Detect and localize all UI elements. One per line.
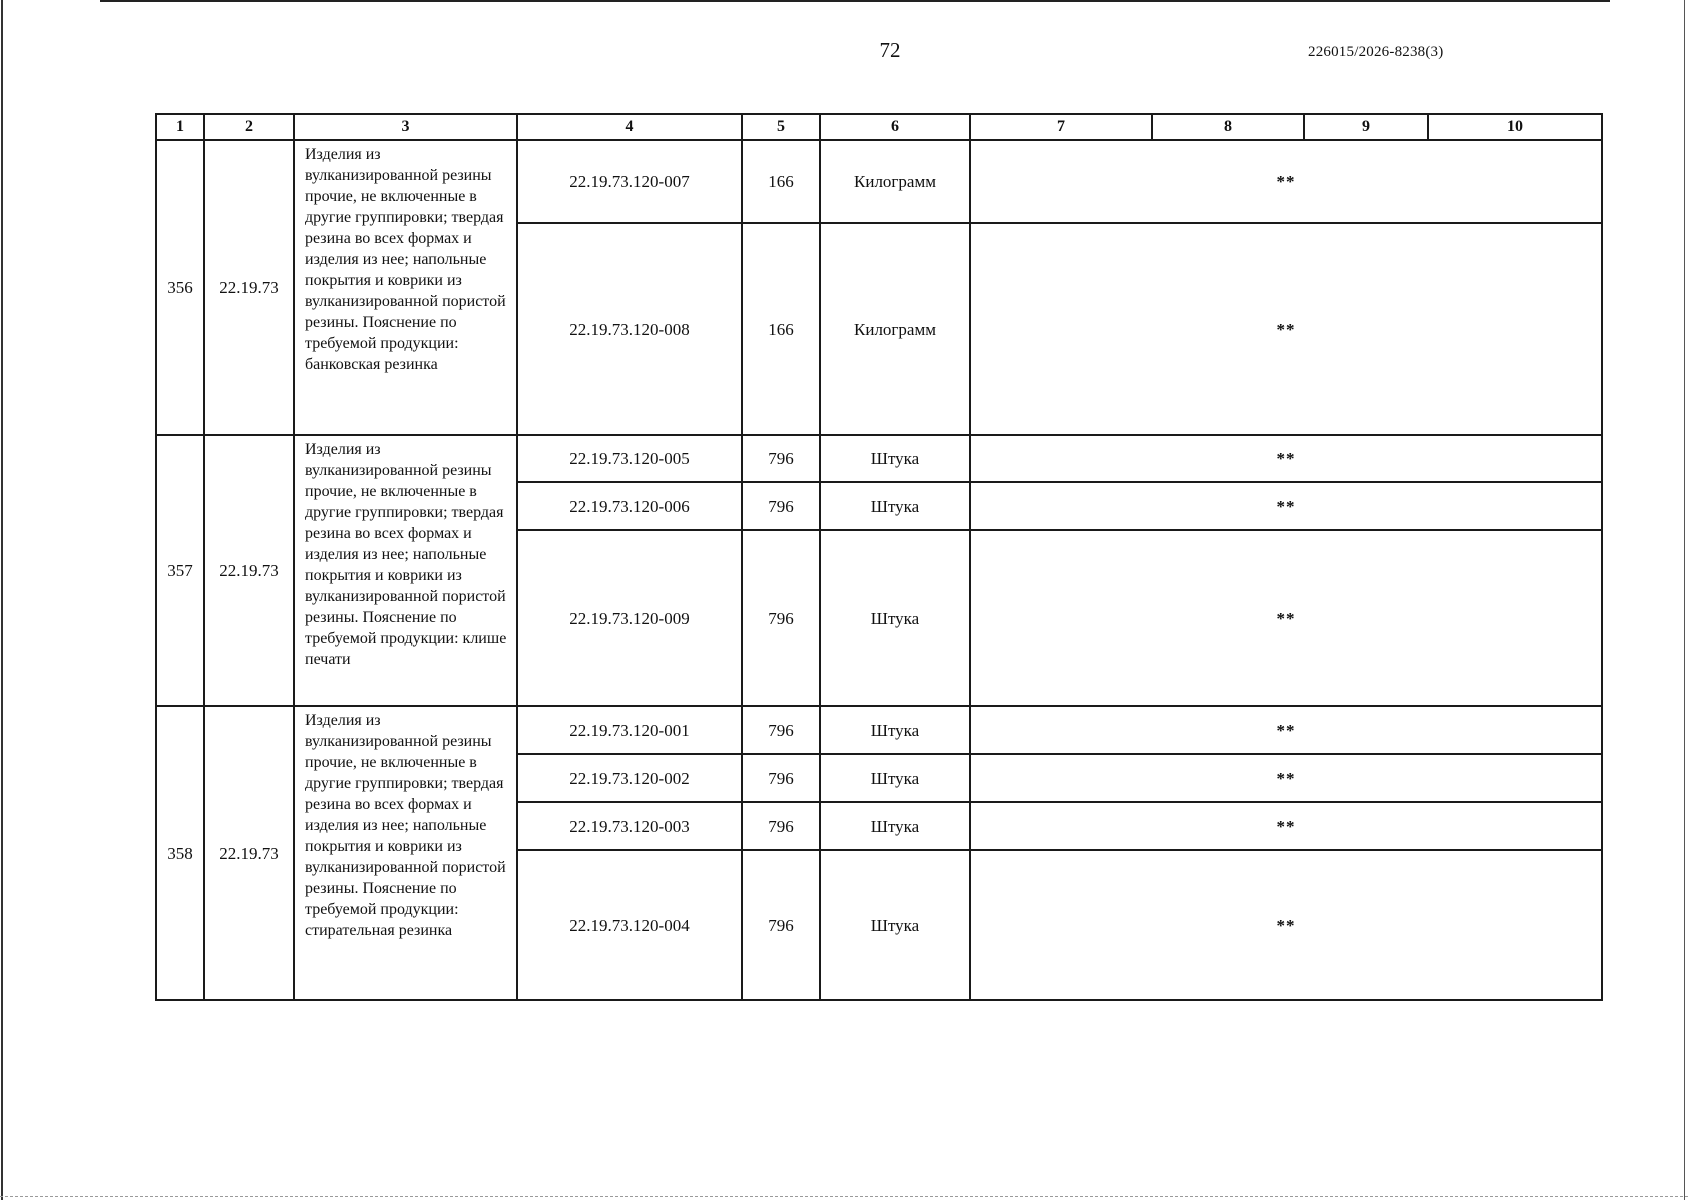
unit-code: 796	[742, 530, 820, 706]
ktru-code: 22.19.73.120-003	[517, 802, 742, 850]
requirements-mark: **	[970, 140, 1602, 223]
okpd-class: 22.19.73	[204, 140, 294, 435]
unit-code: 796	[742, 850, 820, 1000]
column-header: 4	[517, 114, 742, 140]
ktru-code: 22.19.73.120-006	[517, 482, 742, 530]
product-description: Изделия из вулканизированной резины прочие, не включенные в другие группировки; твердая резина во всех формах и изделия из нее; напольные покрытия и коврики из вулканизированной пористой резины. Пояснение по требуемой продукции: клише печати	[294, 435, 517, 706]
unit-name: Килограмм	[820, 140, 970, 223]
unit-name: Штука	[820, 435, 970, 482]
unit-name: Штука	[820, 850, 970, 1000]
column-header: 2	[204, 114, 294, 140]
column-header: 1	[156, 114, 204, 140]
ktru-code: 22.19.73.120-001	[517, 706, 742, 754]
unit-code: 796	[742, 754, 820, 802]
table-row	[156, 140, 1602, 223]
scan-bottom-edge	[0, 1196, 1688, 1197]
requirements-mark: **	[970, 435, 1602, 482]
requirements-mark: **	[970, 530, 1602, 706]
ktru-code: 22.19.73.120-009	[517, 530, 742, 706]
requirements-mark: **	[970, 850, 1602, 1000]
table-row	[156, 435, 1602, 482]
unit-name: Штука	[820, 530, 970, 706]
products-table	[155, 113, 1603, 1001]
requirements-mark: **	[970, 802, 1602, 850]
okpd-class: 22.19.73	[204, 435, 294, 706]
requirements-mark: **	[970, 223, 1602, 435]
unit-code: 166	[742, 223, 820, 435]
ktru-code: 22.19.73.120-008	[517, 223, 742, 435]
ktru-code: 22.19.73.120-007	[517, 140, 742, 223]
unit-name: Штука	[820, 802, 970, 850]
unit-name: Штука	[820, 482, 970, 530]
document-id: 226015/2026-8238(3)	[1308, 44, 1444, 60]
unit-code: 796	[742, 482, 820, 530]
row-number: 356	[156, 140, 204, 435]
unit-name: Штука	[820, 754, 970, 802]
column-header: 5	[742, 114, 820, 140]
scan-right-edge	[1684, 0, 1685, 1200]
scan-top-border	[100, 0, 1610, 2]
okpd-class: 22.19.73	[204, 706, 294, 1000]
page-number: 72	[879, 38, 901, 62]
unit-name: Штука	[820, 706, 970, 754]
column-header: 7	[970, 114, 1152, 140]
ktru-code: 22.19.73.120-004	[517, 850, 742, 1000]
row-number: 357	[156, 435, 204, 706]
ktru-code: 22.19.73.120-005	[517, 435, 742, 482]
ktru-code: 22.19.73.120-002	[517, 754, 742, 802]
unit-code: 166	[742, 140, 820, 223]
product-description: Изделия из вулканизированной резины прочие, не включенные в другие группировки; твердая резина во всех формах и изделия из нее; напольные покрытия и коврики из вулканизированной пористой резины. Пояснение по требуемой продукции: стирательная резинка	[294, 706, 517, 1000]
requirements-mark: **	[970, 706, 1602, 754]
requirements-mark: **	[970, 754, 1602, 802]
unit-name: Килограмм	[820, 223, 970, 435]
unit-code: 796	[742, 706, 820, 754]
product-description: Изделия из вулканизированной резины прочие, не включенные в другие группировки; твердая резина во всех формах и изделия из нее; напольные покрытия и коврики из вулканизированной пористой резины. Пояснение по требуемой продукции: банковская резинка	[294, 140, 517, 435]
column-header: 3	[294, 114, 517, 140]
column-header: 8	[1152, 114, 1304, 140]
requirements-mark: **	[970, 482, 1602, 530]
column-header: 6	[820, 114, 970, 140]
column-header: 10	[1428, 114, 1602, 140]
unit-code: 796	[742, 802, 820, 850]
row-number: 358	[156, 706, 204, 1000]
table-row	[156, 706, 1602, 754]
unit-code: 796	[742, 435, 820, 482]
table-header-row	[156, 114, 1602, 140]
scan-left-edge	[1, 0, 3, 1200]
column-header: 9	[1304, 114, 1428, 140]
